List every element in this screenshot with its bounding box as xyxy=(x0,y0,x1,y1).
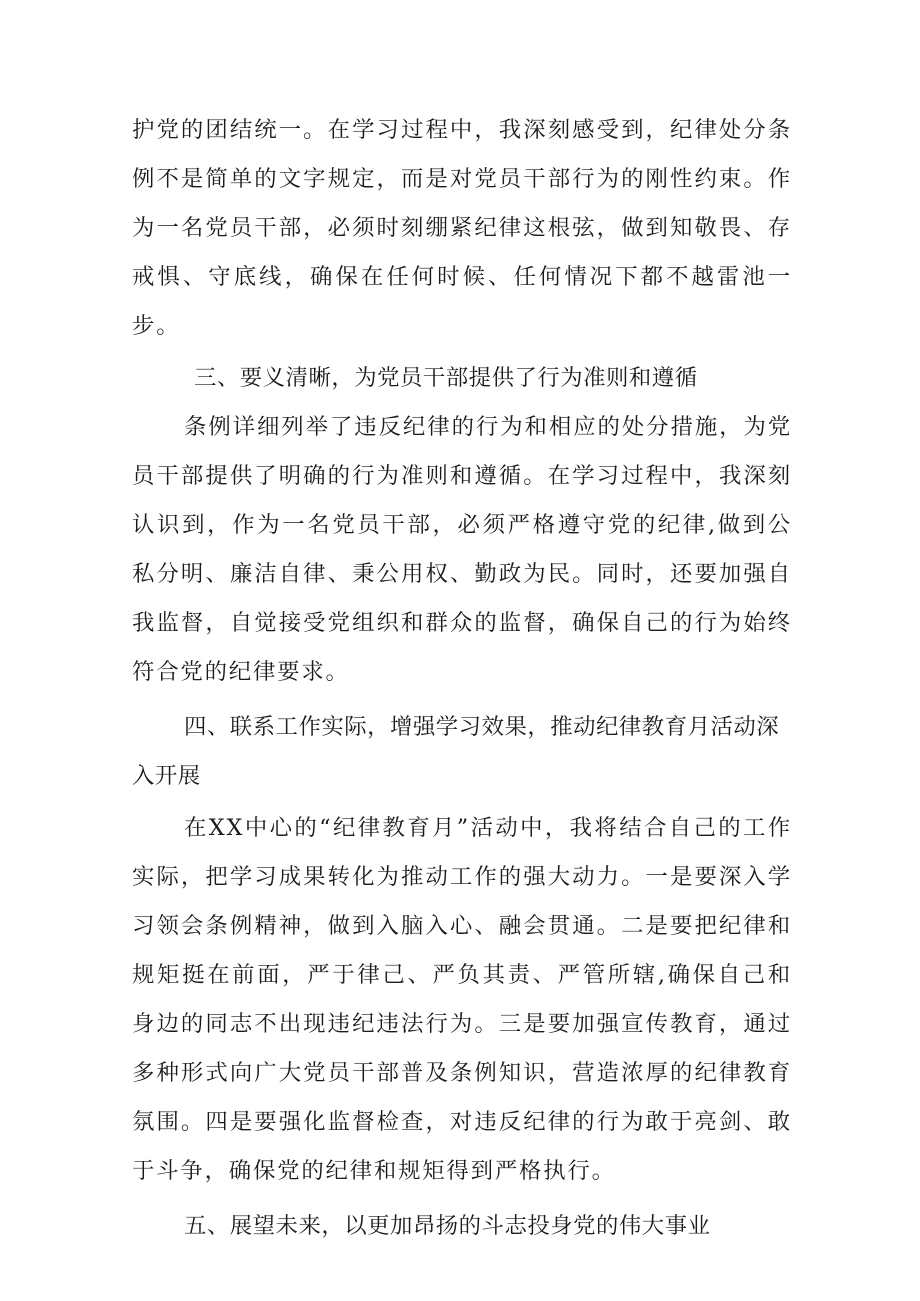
section-heading-3: 三、要义清晰，为党员干部提供了行为准则和遵循 xyxy=(194,365,698,391)
paragraph-continued: 护党的团结统一。在学习过程中，我深刻感受到，纪律处分条例不是简单的文字规定，而是对党员干部行为的刚性约束。作为一名党员干部，必须时刻绷紧纪律这根弦，做到知敬畏、存戒惧、守底线，确保在任何时候、任何情况下都不越雷池一步。 xyxy=(132,117,792,339)
document-page xyxy=(132,106,792,1251)
paragraph-section-3: 条例详细列举了违反纪律的行为和相应的处分措施，为党员干部提供了明确的行为准则和遵循。在学习过程中，我深刻认识到，作为一名党员干部，必须严格遵守党的纪律,做到公私分明、廉洁自律、秉公用权、勤政为民。同时，还要加强自我监督，自觉接受党组织和群众的监督，确保自己的行为始终符合党的纪律要求。 xyxy=(132,414,792,685)
paragraph-section-4: 在XX中心的“纪律教育月”活动中，我将结合自己的工作实际，把学习成果转化为推动工作的强大动力。一是要深入学习领会条例精神，做到入脑入心、融会贯通。二是要把纪律和规矩挺在前面，严于律己、严负其责、严管所辖,确保自己和身边的同志不出现违纪违法行为。三是要加强宣传教育，通过多种形式向广大党员干部普及条例知识，营造浓厚的纪律教育氛围。四是要强化监督检查，对违反纪律的行为敢于亮剑、敢于斗争，确保党的纪律和规矩得到严格执行。 xyxy=(132,815,792,1184)
section-heading-4: 四、联系工作实际，增强学习效果，推动纪律教育月活动深入开展 xyxy=(132,714,780,789)
section-heading-5: 五、展望未来，以更加昂扬的斗志投身党的伟大事业 xyxy=(184,1213,711,1239)
